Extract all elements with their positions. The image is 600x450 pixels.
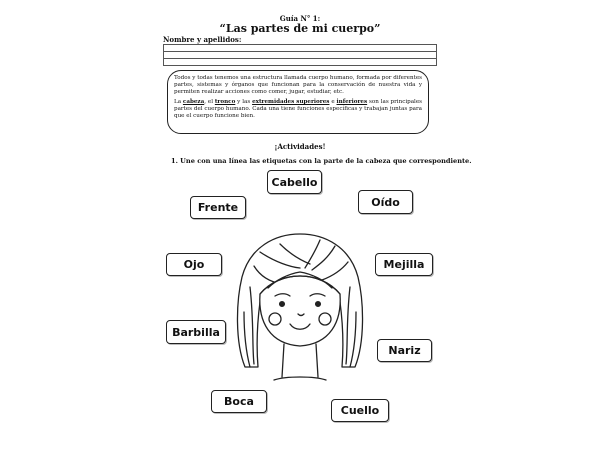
intro-paragraph-1: Todos y todas tenemos una estructura llamada cuerpo humano, formada por diferentes partes, sistemas y órganos que funcionan para la conservación de nuestra vida y permiten realizar acciones como comer, jugar, estudiar, etc.	[174, 75, 422, 95]
label-ojo[interactable]: Ojo	[166, 253, 222, 276]
name-field[interactable]	[163, 44, 437, 66]
left-eye	[280, 302, 285, 307]
word-inferiores: inferiores	[336, 99, 368, 105]
intro-box	[167, 70, 429, 134]
guide-number: Guía N° 1:	[279, 14, 321, 23]
word-cabeza: cabeza	[182, 99, 205, 105]
label-mejilla[interactable]: Mejilla	[375, 253, 433, 276]
label-barbilla[interactable]: Barbilla	[166, 320, 226, 344]
label-boca[interactable]: Boca	[211, 390, 267, 413]
child-head-illustration	[230, 232, 370, 382]
name-label: Nombre y apellidos:	[163, 35, 242, 44]
label-frente[interactable]: Frente	[190, 196, 246, 219]
word-extremidades-superiores: extremidades superiores	[252, 99, 330, 105]
label-oido[interactable]: Oído	[358, 190, 413, 214]
neck	[274, 344, 326, 380]
activities-heading: ¡Actividades!	[274, 142, 326, 151]
label-cuello[interactable]: Cuello	[331, 399, 389, 422]
page-title: “Las partes de mi cuerpo”	[219, 22, 381, 35]
label-nariz[interactable]: Nariz	[377, 339, 432, 362]
label-cabello[interactable]: Cabello	[267, 170, 322, 194]
activity-instruction: 1. Une con una línea las etiquetas con la parte de la cabeza que correspondiente.	[171, 157, 472, 165]
word-tronco: tronco	[214, 99, 236, 105]
intro-paragraph-2: La cabeza, el tronco y las extremidades superiores e inferiores son las principales partes del cuerpo humano. Cada una tiene funciones específicas y trabajan juntas para que el cuerpo funcione bien.	[174, 99, 423, 119]
right-eye	[316, 302, 321, 307]
face-outline	[260, 276, 340, 346]
